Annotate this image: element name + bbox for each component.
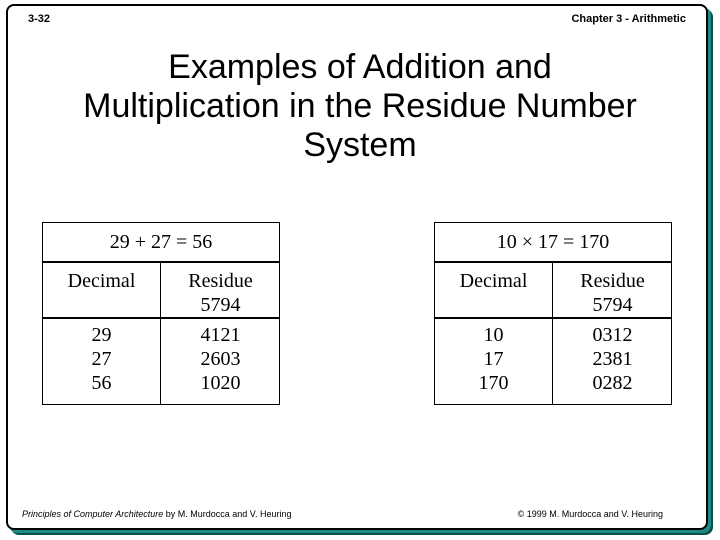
decimal-header — [43, 269, 160, 293]
footer-authors: by M. Murdocca and V. Heuring — [163, 509, 292, 519]
residue-value: 2381 — [592, 348, 633, 370]
residue-values — [554, 323, 671, 395]
residue-value: 0282 — [592, 372, 633, 394]
residue-moduli: 5794 — [200, 294, 241, 316]
title-line-1: Examples of Addition and — [168, 48, 552, 86]
residue-header-text: Residue — [188, 270, 253, 292]
decimal-value: 17 — [483, 348, 504, 370]
decimal-header — [435, 269, 552, 293]
residue-value: 1020 — [200, 372, 241, 394]
footer-credit — [22, 509, 291, 519]
decimal-value: 27 — [91, 348, 112, 370]
decimal-value: 10 — [483, 324, 504, 346]
slide-title — [20, 48, 700, 165]
table-divider — [43, 317, 279, 319]
title-line-3: System — [303, 126, 417, 164]
table-divider — [435, 261, 671, 263]
multiplication-table — [434, 222, 672, 405]
addition-table — [42, 222, 280, 405]
column-divider — [552, 261, 553, 404]
book-title: Principles of Computer Architecture — [22, 509, 164, 519]
decimal-value: 170 — [478, 372, 509, 394]
table-equation: 10 × 17 = 170 — [496, 231, 610, 253]
decimal-value: 56 — [91, 372, 112, 394]
footer-copyright: © 1999 M. Murdocca and V. Heuring — [517, 509, 663, 519]
slide-number: 3-32 — [28, 13, 51, 25]
residue-header — [162, 269, 279, 317]
decimal-value: 29 — [91, 324, 112, 346]
table-equation: 29 + 27 = 56 — [109, 231, 213, 253]
residue-header — [554, 269, 671, 317]
decimal-header-text: Decimal — [67, 270, 136, 292]
column-divider — [160, 261, 161, 404]
residue-value: 4121 — [200, 324, 241, 346]
residue-value: 0312 — [592, 324, 633, 346]
table-divider — [43, 261, 279, 263]
title-line-2: Multiplication in the Residue Number — [83, 87, 637, 125]
residue-values — [162, 323, 279, 395]
decimal-header-text: Decimal — [459, 270, 528, 292]
residue-header-text: Residue — [580, 270, 645, 292]
decimal-values — [43, 323, 160, 395]
decimal-values — [435, 323, 552, 395]
residue-moduli: 5794 — [592, 294, 633, 316]
residue-value: 2603 — [200, 348, 241, 370]
table-divider — [435, 317, 671, 319]
chapter-label: Chapter 3 - Arithmetic — [571, 13, 686, 25]
